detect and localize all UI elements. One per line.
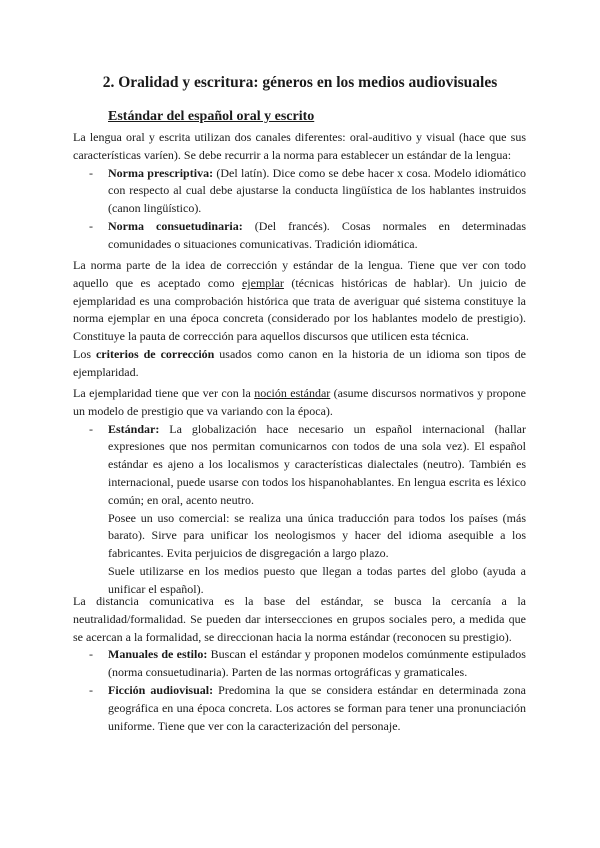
paragraph bbox=[73, 257, 526, 346]
section-subtitle: Estándar del español oral y escrito bbox=[108, 109, 315, 124]
text-span: La ejemplaridad tiene que ver con la bbox=[73, 386, 255, 400]
intro-section bbox=[73, 129, 526, 254]
standard-p3: Suele utilizarse en los medios puesto que llegan a todas partes del globo (ayuda a unificar el español). bbox=[108, 563, 526, 596]
text-span: usados como canon en la historia de un idioma son tipos de ejemplaridad. bbox=[73, 346, 527, 379]
standard-term: Estándar: bbox=[108, 421, 160, 436]
text-span: (técnicas históricas de hablar). Un juicio de ejemplaridad es una comprobación histórica que trata de averiguar qué sistema constituye la norma ejemplar en una época concreta (considerado por los hablantes modelo de prestigio). Constituye la pauta de corrección para aquellos discursos que utilicen esta técnica. bbox=[73, 275, 526, 344]
norm-term: Norma consuetudinaria: bbox=[108, 218, 243, 233]
norm-section bbox=[73, 257, 526, 382]
standard-list bbox=[73, 421, 526, 599]
text-span: La norma parte de la idea de corrección y estándar de la lengua. Tiene que ver con todo aquello que es aceptado como bbox=[73, 258, 526, 290]
distance-section bbox=[73, 593, 526, 735]
text-span: La globalización hace necesario un español internacional (hallar expresiones que nos permitan comunicarnos con todos de una sola vez). El español estándar es ajeno a los localismos y características dialectales (neutro). También es internacional, puede usarse con todos los hispanohablantes. En lengua escrita es léxico común; en oral, acento neutro. bbox=[108, 421, 526, 507]
paragraph: La distancia comunicativa es la base del estándar, se busca la cercanía a la neutralidad/formalidad. Se pueden dar intersecciones en grupos sociales pero, a medida que se acercan a la formalidad, se direccionan hacia la norma estándar (reconocen su prestigio). bbox=[73, 594, 526, 644]
ejemplar-link: ejemplar bbox=[241, 275, 284, 290]
bold-term: criterios de corrección bbox=[95, 346, 215, 361]
paragraph bbox=[73, 385, 526, 421]
list-item bbox=[73, 218, 526, 254]
norm-text: (Del latín). Dice como se debe hacer x cosa. Modelo idiomático con respecto al cual debe ajustarse la conducta lingüística de los hablantes instruidos (canon lingüístico). bbox=[108, 165, 526, 216]
list-item bbox=[73, 165, 526, 218]
text-span: (asume discursos normativos y propone un modelo de prestigio que va variando con la época). bbox=[73, 386, 527, 418]
norm-term: Norma prescriptiva: bbox=[108, 165, 214, 180]
norms-list bbox=[73, 165, 526, 254]
paragraph bbox=[73, 346, 526, 382]
standard-p2: Posee un uso comercial: se realiza una única traducción para todos los países (más barato). Sirve para unificar los neologismos y hacer del idioma asequible a los fabricantes. Evita perjuicios de disgregación a largo plazo. bbox=[108, 510, 526, 561]
intro-paragraph: La lengua oral y escrita utilizan dos canales diferentes: oral-auditivo y visual (hace que sus características varíen). Se debe recurrir a la norma para establecer un estándar de la lengua: bbox=[73, 130, 526, 162]
list-item bbox=[73, 421, 526, 599]
item-text: Buscan el estándar y proponen modelos comúnmente estipulados (norma consuetudinaria). Parten de las normas ortográficas y gramaticales. bbox=[108, 647, 526, 680]
standard-section bbox=[73, 385, 526, 599]
norm-text: (Del francés). Cosas normales en determinadas comunidades o situaciones comunicativas. Tradición idiomática. bbox=[108, 218, 526, 251]
standard-p1 bbox=[108, 421, 526, 510]
nocion-estandar-link: noción estándar bbox=[254, 386, 331, 400]
item-text: Predomina la que se considera estándar en determinada zona geográfica en una época concreta. Los actores se forman para tener una pronunciación uniforme. Tiene que ver con la caracterización del personaje. bbox=[108, 682, 526, 733]
page-title: 2. Oralidad y escritura: géneros en los medios audiovisuales bbox=[102, 74, 498, 91]
list-item bbox=[73, 682, 526, 735]
items-list bbox=[73, 646, 526, 735]
list-item bbox=[73, 646, 526, 682]
text-span: Los bbox=[73, 346, 96, 361]
item-term: Ficción audiovisual: bbox=[108, 682, 214, 697]
item-term: Manuales de estilo: bbox=[108, 647, 208, 662]
